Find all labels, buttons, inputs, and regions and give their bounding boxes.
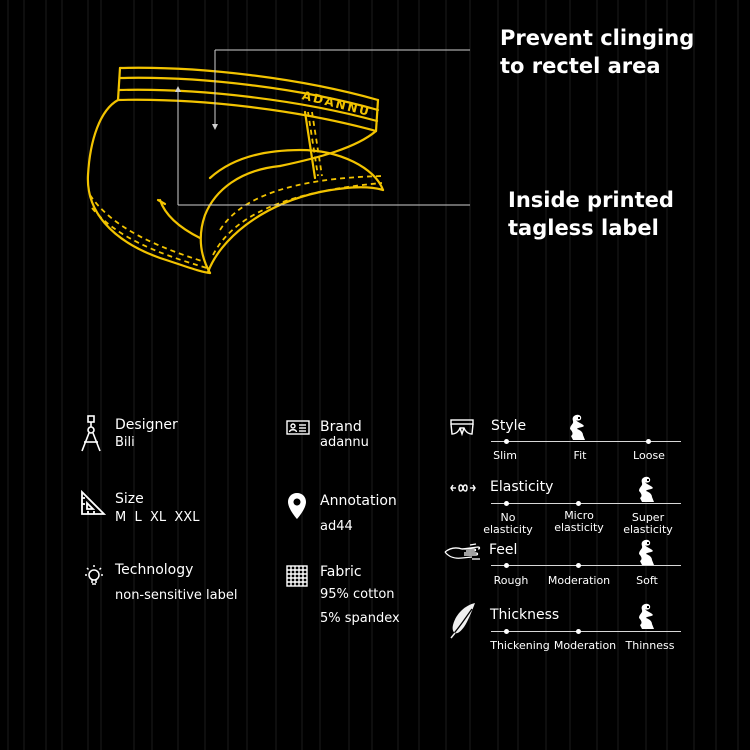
thickness-label-thickening: Thickening — [490, 639, 550, 652]
elasticity-label-super-line2: elasticity — [623, 523, 673, 536]
callout-top-line1: Prevent clinging — [500, 26, 695, 50]
feel-label-rough: Rough — [493, 574, 529, 587]
feel-title: Feel — [489, 542, 518, 558]
callout-bottom-line1: Inside printed — [508, 188, 674, 212]
stretch-icon — [450, 481, 476, 495]
style-selected-marker-icon — [568, 414, 588, 446]
designer-label: Designer — [115, 417, 178, 433]
thickness-label-moderation: Moderation — [553, 639, 617, 652]
callout-prevent-clinging — [500, 24, 694, 80]
style-label-fit: Fit — [573, 449, 587, 462]
elasticity-label-no — [480, 512, 536, 536]
thickness-dot-thickening — [504, 629, 509, 634]
feel-dot-moderation — [576, 563, 581, 568]
feel-dot-rough — [504, 563, 509, 568]
elasticity-label-no-line1: No — [500, 511, 516, 524]
elasticity-label-micro — [551, 510, 607, 534]
feel-label-moderation: Moderation — [547, 574, 611, 587]
style-title: Style — [491, 418, 527, 434]
size-value: M L XL XXL — [115, 510, 200, 525]
briefs-icon — [450, 419, 474, 437]
elasticity-dot-micro — [576, 501, 581, 506]
compass-icon — [80, 415, 104, 453]
elasticity-label-super-line1: Super — [631, 511, 665, 524]
hand-icon — [444, 543, 484, 561]
feel-selected-marker-icon — [637, 539, 657, 571]
thickness-selected-marker-icon — [637, 603, 657, 635]
brand-value: adannu — [320, 435, 369, 450]
style-label-slim: Slim — [493, 449, 517, 462]
thickness-title: Thickness — [490, 607, 560, 623]
elasticity-label-micro-line2: elasticity — [554, 521, 604, 534]
id-card-icon — [286, 420, 310, 436]
waistband-text: ADANNU — [300, 88, 373, 119]
thickness-dot-moderation — [576, 629, 581, 634]
brand-label: Brand — [320, 419, 362, 435]
size-label: Size — [115, 491, 144, 507]
callout-tagless-label — [508, 186, 674, 242]
style-label-loose: Loose — [633, 449, 665, 462]
technology-value: non-sensitive label — [115, 588, 238, 603]
callout-bottom-line2: tagless label — [508, 216, 659, 240]
annotation-label: Annotation — [320, 493, 397, 509]
location-pin-icon — [287, 492, 307, 520]
elasticity-label-micro-line1: Micro — [564, 509, 594, 522]
ruler-triangle-icon — [80, 490, 106, 516]
style-dot-loose — [646, 439, 651, 444]
annotation-value: ad44 — [320, 519, 353, 534]
elasticity-title: Elasticity — [490, 479, 554, 495]
elasticity-label-no-line2: elasticity — [483, 523, 533, 536]
elasticity-selected-marker-icon — [637, 476, 657, 508]
fabric-label: Fabric — [320, 564, 362, 580]
feel-label-soft: Soft — [636, 574, 658, 587]
feather-icon — [448, 601, 478, 639]
lightbulb-icon — [82, 563, 106, 589]
elasticity-dot-no — [504, 501, 509, 506]
fabric-value-spandex: 5% spandex — [320, 611, 400, 626]
thickness-label-thinness: Thinness — [625, 639, 675, 652]
fabric-value-cotton: 95% cotton — [320, 587, 395, 602]
grid-icon — [286, 565, 308, 587]
technology-label: Technology — [115, 562, 194, 578]
elasticity-label-super — [620, 512, 676, 536]
callout-top-line2: to rectel area — [500, 54, 661, 78]
style-dot-slim — [504, 439, 509, 444]
designer-value: Bili — [115, 435, 135, 450]
